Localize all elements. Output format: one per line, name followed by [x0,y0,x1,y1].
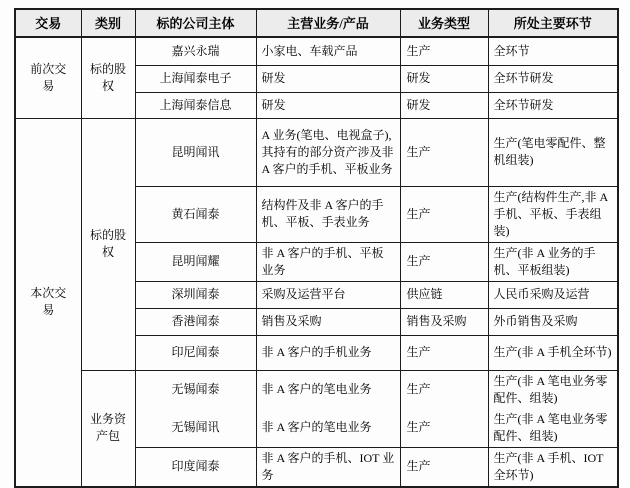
cell-company: 无锡闻讯 [135,409,256,448]
cell-company: 上海闻泰信息 [135,92,256,118]
cell-type: 生产 [400,118,488,186]
cell-stage: 生产(结构件生产,非 A 手机、平板、手表组装) [488,186,618,242]
header-type: 业务类型 [400,9,488,37]
cell-type: 生产 [400,447,488,487]
table-header-row [15,9,618,37]
cell-company: 上海闻泰电子 [135,65,256,92]
cell-business: 研发 [256,92,400,118]
cell-company: 深圳闻泰 [135,281,256,308]
table-row [15,118,618,186]
cell-business: A 业务(笔电、电视盒子),其持有的部分资产涉及非 A 客户的手机、平板业务 [256,118,400,186]
cell-category-equity-prev: 标的股权 [81,37,135,118]
cell-stage: 人民币采购及运营 [488,281,618,308]
cell-business: 非 A 客户的手机业务 [256,335,400,370]
cell-business: 研发 [256,65,400,92]
cell-stage: 生产(非 A 笔电业务零配件、组装) [488,370,618,409]
cell-company: 印度闻泰 [135,447,256,487]
cell-company: 香港闻泰 [135,308,256,335]
cell-stage: 生产(笔电零配件、整机组装) [488,118,618,186]
cell-company: 印尼闻泰 [135,335,256,370]
cell-business: 采购及运营平台 [256,281,400,308]
cell-type: 生产 [400,370,488,409]
cell-transaction-current: 本次交易 [15,118,81,487]
cell-company: 无锡闻泰 [135,370,256,409]
cell-type: 生产 [400,242,488,281]
header-category: 类别 [81,9,135,37]
cell-category-equity-current: 标的股权 [81,118,135,370]
cell-type: 生产 [400,37,488,65]
cell-type: 研发 [400,65,488,92]
cell-type: 研发 [400,92,488,118]
cell-stage: 生产(非 A 手机全环节) [488,335,618,370]
cell-business: 非 A 客户的笔电业务 [256,409,400,448]
cell-stage: 生产(非 A 笔电业务零配件、组装) [488,409,618,448]
cell-type: 生产 [400,335,488,370]
cell-type: 生产 [400,409,488,448]
cell-business: 非 A 客户的手机、平板业务 [256,242,400,281]
cell-business: 结构件及非 A 客户的手机、平板、手表业务 [256,186,400,242]
cell-stage: 全环节 [488,37,618,65]
cell-stage: 生产(非 A 手机、IOT 全环节) [488,447,618,487]
cell-company: 昆明闻讯 [135,118,256,186]
cell-company: 昆明闻耀 [135,242,256,281]
cell-business: 小家电、车载产品 [256,37,400,65]
header-business: 主营业务/产品 [256,9,400,37]
cell-company: 黄石闻泰 [135,186,256,242]
cell-stage: 外币销售及采购 [488,308,618,335]
cell-type: 生产 [400,186,488,242]
header-stage: 所处主要环节 [488,9,618,37]
header-company: 标的公司主体 [135,9,256,37]
cell-type: 供应链 [400,281,488,308]
cell-type: 销售及采购 [400,308,488,335]
cell-transaction-previous: 前次交易 [15,37,81,118]
cell-stage: 全环节研发 [488,65,618,92]
cell-company: 嘉兴永瑞 [135,37,256,65]
cell-stage: 全环节研发 [488,92,618,118]
cell-stage: 生产(非 A 业务的手机、平板组装) [488,242,618,281]
cell-business: 销售及采购 [256,308,400,335]
transaction-targets-table [14,8,619,488]
table-row [15,37,618,65]
table-row [15,370,618,409]
header-transaction: 交易 [15,9,81,37]
cell-business: 非 A 客户的笔电业务 [256,370,400,409]
cell-category-asset-package: 业务资产包 [81,370,135,487]
cell-business: 非 A 客户的手机、IOT 业务 [256,447,400,487]
